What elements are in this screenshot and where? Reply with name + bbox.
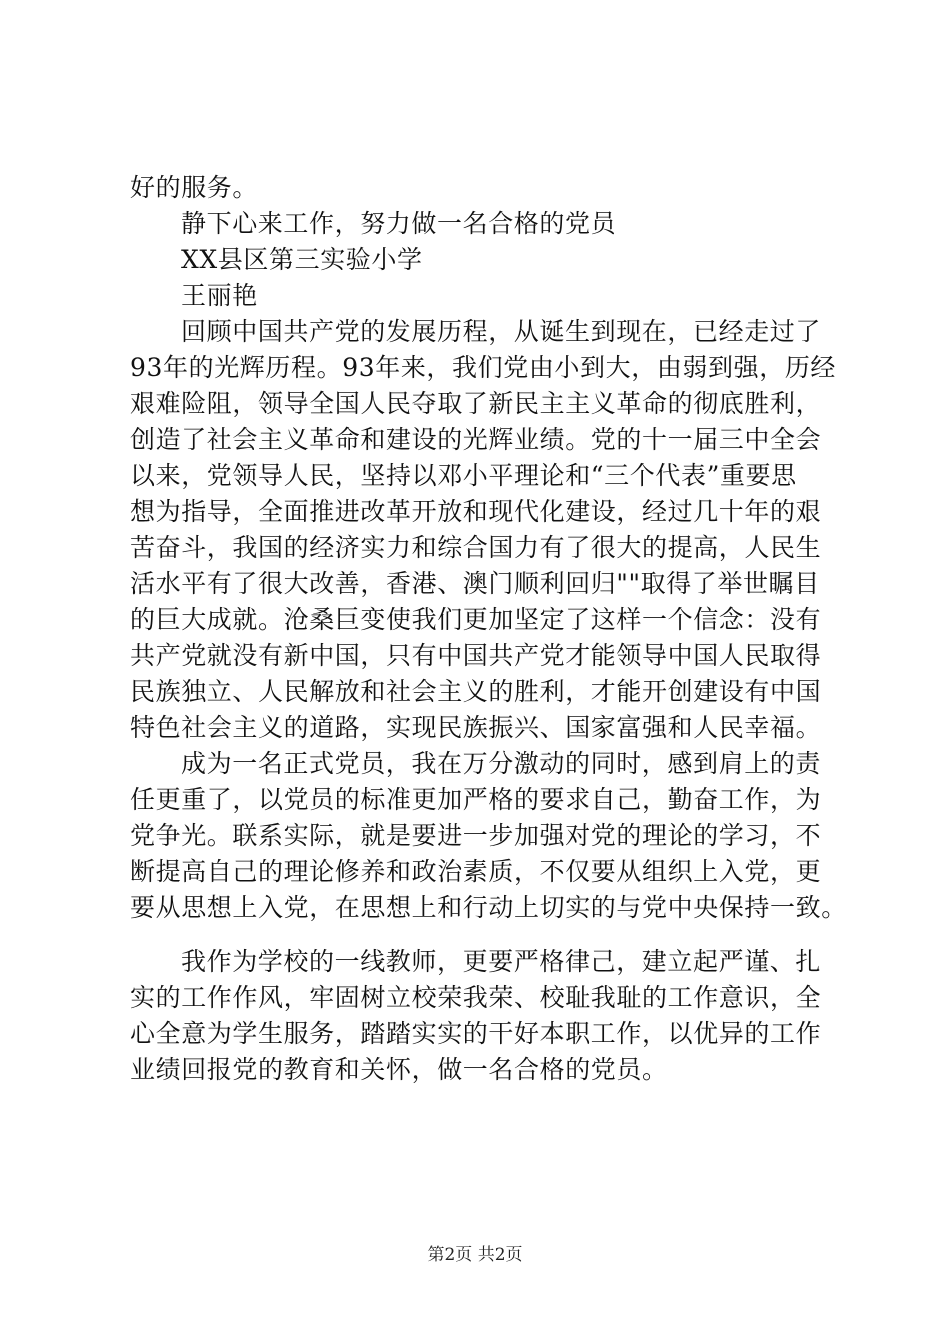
paragraph-line: 党争光。联系实际，就是要进一步加强对党的理论的学习，不 [130,821,822,850]
paragraph-line: 业绩回报党的教育和关怀，做一名合格的党员。 [130,1055,668,1084]
paragraph-line: 共产党就没有新中国，只有中国共产党才能领导中国人民取得 [130,641,822,670]
intro-tail-text: 好的服务。 [130,173,259,202]
paragraph-line: 苦奋斗，我国的经济实力和综合国力有了很大的提高，人民生 [130,533,822,562]
paragraph-line: 特色社会主义的道路，实现民族振兴、国家富强和人民幸福。 [130,713,822,742]
paragraph-line: 我作为学校的一线教师，更要严格律己，建立起严谨、扎 [181,947,822,976]
paragraph-line: 以来，党领导人民，坚持以邓小平理论和“三个代表”重要思 [130,461,797,490]
paragraph-line: 艰难险阻，领导全国人民夺取了新民主主义革命的彻底胜利， [130,389,822,418]
paragraph-line: 民族独立、人民解放和社会主义的胜利，才能开创建设有中国 [130,677,822,706]
page-number-footer: 第2页 共2页 [427,1245,523,1265]
paragraph-line: 的巨大成就。沧桑巨变使我们更加坚定了这样一个信念：没有 [130,605,822,634]
article-title: 静下心来工作，努力做一名合格的党员 [181,209,617,238]
paragraph-line: 回顾中国共产党的发展历程，从诞生到现在，已经走过了 [181,317,822,346]
paragraph-line: 任更重了，以党员的标准更加严格的要求自己，勤奋工作，为 [130,785,822,814]
paragraph-line: 想为指导，全面推进改革开放和现代化建设，经过几十年的艰 [130,497,822,526]
paragraph-line: 成为一名正式党员，我在万分激动的同时，感到肩上的责 [181,749,822,778]
paragraph-line: 活水平有了很大改善，香港、澳门顺利回归""取得了举世瞩目 [130,569,820,598]
paragraph-line: 实的工作作风，牢固树立校荣我荣、校耻我耻的工作意识，全 [130,983,822,1012]
paragraph-line: 心全意为学生服务，踏踏实实的干好本职工作，以优异的工作 [130,1019,822,1048]
paragraph-line: 创造了社会主义革命和建设的光辉业绩。党的十一届三中全会 [130,425,822,454]
school-name: XX县区第三实验小学 [181,245,423,274]
paragraph-line: 断提高自己的理论修养和政治素质，不仅要从组织上入党，更 [130,857,822,886]
paragraph-line: 93年的光辉历程。93年来，我们党由小到大，由弱到强，历经 [130,353,837,382]
author-name: 王丽艳 [181,281,258,310]
paragraph-line: 要从思想上入党，在思想上和行动上切实的与党中央保持一致。 [130,893,847,922]
